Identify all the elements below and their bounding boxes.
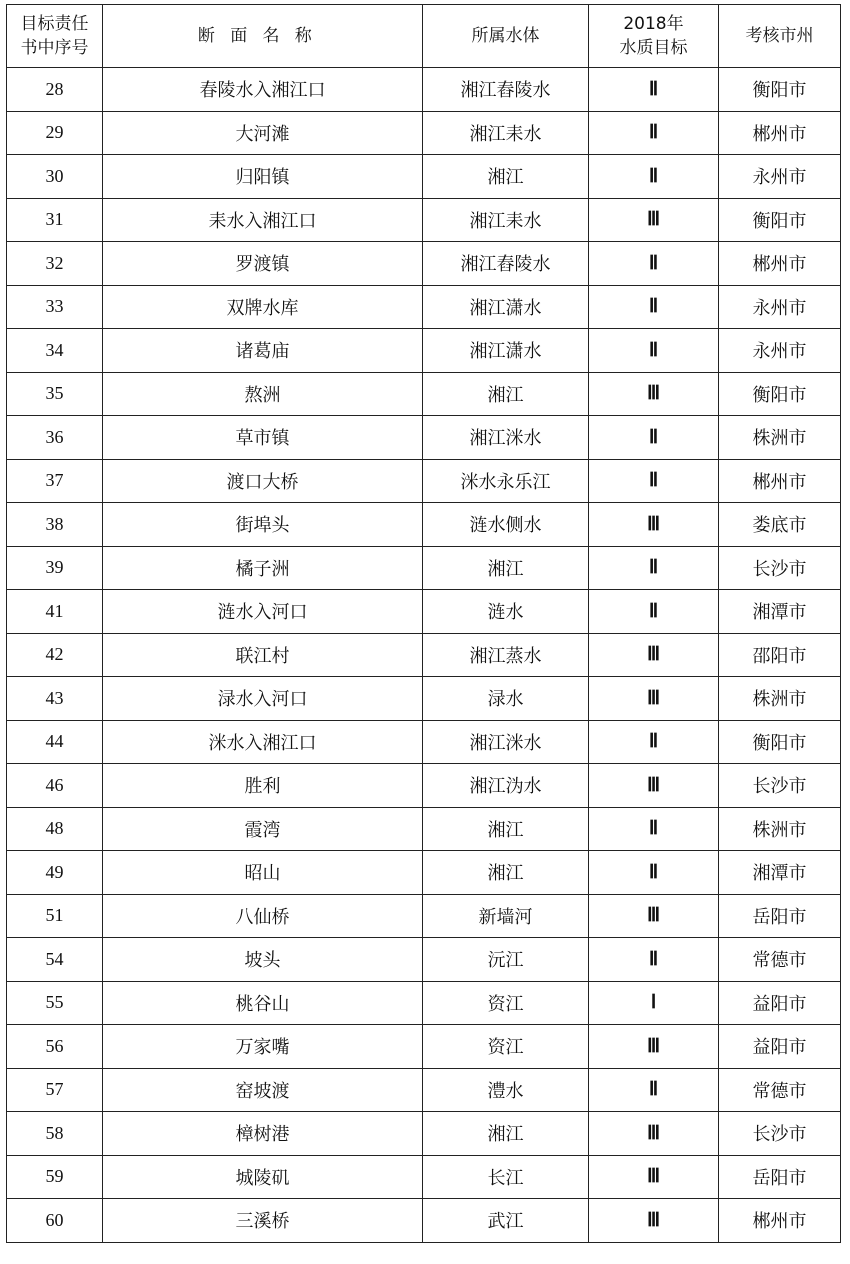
section-name-cell: 渌水入河口 [103, 677, 423, 721]
section-name-cell: 城陵矶 [103, 1155, 423, 1199]
serial-cell: 28 [7, 68, 103, 112]
water-body-cell: 湘江潇水 [423, 285, 589, 329]
serial-cell: 51 [7, 894, 103, 938]
section-name-cell: 联江村 [103, 633, 423, 677]
table-row [7, 981, 841, 1025]
city-cell: 郴州市 [719, 111, 841, 155]
target-grade-cell: Ⅲ [589, 1112, 719, 1156]
target-grade-cell: Ⅲ [589, 1025, 719, 1069]
city-cell: 郴州市 [719, 242, 841, 286]
serial-cell: 44 [7, 720, 103, 764]
target-grade-cell: Ⅱ [589, 329, 719, 373]
city-cell: 湘潭市 [719, 851, 841, 895]
water-body-cell: 湘江舂陵水 [423, 242, 589, 286]
serial-cell: 34 [7, 329, 103, 373]
city-cell: 永州市 [719, 155, 841, 199]
table-row [7, 1199, 841, 1243]
target-grade-cell: Ⅱ [589, 590, 719, 634]
target-grade-cell: Ⅱ [589, 111, 719, 155]
target-grade-cell: Ⅲ [589, 677, 719, 721]
col-header-target-grade: 2018年 水质目标 [589, 5, 719, 68]
section-name-cell: 洣水入湘江口 [103, 720, 423, 764]
table-row [7, 372, 841, 416]
city-cell: 岳阳市 [719, 1155, 841, 1199]
city-cell: 株洲市 [719, 416, 841, 460]
table-row [7, 633, 841, 677]
serial-cell: 39 [7, 546, 103, 590]
section-name-cell: 涟水入河口 [103, 590, 423, 634]
city-cell: 郴州市 [719, 459, 841, 503]
table-body [7, 68, 841, 1243]
water-body-cell: 湘江沩水 [423, 764, 589, 808]
section-name-cell: 昭山 [103, 851, 423, 895]
city-cell: 常德市 [719, 1068, 841, 1112]
table-row [7, 459, 841, 503]
water-body-cell: 涟水侧水 [423, 503, 589, 547]
serial-cell: 37 [7, 459, 103, 503]
col-header-section-name: 断面名称 [103, 5, 423, 68]
city-cell: 永州市 [719, 329, 841, 373]
section-name-cell: 渡口大桥 [103, 459, 423, 503]
city-cell: 益阳市 [719, 981, 841, 1025]
table-row [7, 938, 841, 982]
header-row [7, 5, 841, 68]
table-row [7, 590, 841, 634]
section-name-cell: 耒水入湘江口 [103, 198, 423, 242]
target-grade-cell: Ⅱ [589, 155, 719, 199]
water-body-cell: 长江 [423, 1155, 589, 1199]
water-body-cell: 新墙河 [423, 894, 589, 938]
table-row [7, 851, 841, 895]
target-grade-cell: Ⅱ [589, 546, 719, 590]
target-grade-cell: Ⅱ [589, 1068, 719, 1112]
target-grade-cell: Ⅱ [589, 851, 719, 895]
section-name-cell: 三溪桥 [103, 1199, 423, 1243]
target-grade-cell: Ⅱ [589, 416, 719, 460]
table-header [7, 5, 841, 68]
water-body-cell: 湘江 [423, 546, 589, 590]
table-row [7, 1155, 841, 1199]
table-row [7, 1112, 841, 1156]
serial-cell: 46 [7, 764, 103, 808]
table-row [7, 807, 841, 851]
serial-cell: 38 [7, 503, 103, 547]
target-grade-cell: Ⅱ [589, 285, 719, 329]
table-row [7, 111, 841, 155]
serial-cell: 54 [7, 938, 103, 982]
table-row [7, 198, 841, 242]
table-row [7, 285, 841, 329]
water-body-cell: 澧水 [423, 1068, 589, 1112]
city-cell: 常德市 [719, 938, 841, 982]
water-body-cell: 武江 [423, 1199, 589, 1243]
water-body-cell: 湘江洣水 [423, 720, 589, 764]
section-name-cell: 诸葛庙 [103, 329, 423, 373]
serial-cell: 31 [7, 198, 103, 242]
water-body-cell: 渌水 [423, 677, 589, 721]
target-grade-cell: Ⅰ [589, 981, 719, 1025]
city-cell: 永州市 [719, 285, 841, 329]
water-body-cell: 湘江 [423, 155, 589, 199]
section-name-cell: 八仙桥 [103, 894, 423, 938]
col-header-city: 考核市州 [719, 5, 841, 68]
water-body-cell: 沅江 [423, 938, 589, 982]
section-name-cell: 樟树港 [103, 1112, 423, 1156]
section-name-cell: 坡头 [103, 938, 423, 982]
section-name-cell: 罗渡镇 [103, 242, 423, 286]
water-body-cell: 资江 [423, 981, 589, 1025]
section-name-cell: 春陵水入湘江口 [103, 68, 423, 112]
target-grade-cell: Ⅱ [589, 242, 719, 286]
city-cell: 衡阳市 [719, 198, 841, 242]
water-body-cell: 湘江蒸水 [423, 633, 589, 677]
target-grade-cell: Ⅲ [589, 1199, 719, 1243]
serial-cell: 41 [7, 590, 103, 634]
section-name-cell: 熬洲 [103, 372, 423, 416]
target-grade-cell: Ⅲ [589, 633, 719, 677]
city-cell: 长沙市 [719, 764, 841, 808]
water-body-cell: 湘江 [423, 372, 589, 416]
col-header-serial: 目标责任 书中序号 [7, 5, 103, 68]
table-row [7, 720, 841, 764]
table-row [7, 242, 841, 286]
target-grade-cell: Ⅱ [589, 807, 719, 851]
section-name-cell: 霞湾 [103, 807, 423, 851]
water-body-cell: 湘江耒水 [423, 198, 589, 242]
section-name-cell: 胜利 [103, 764, 423, 808]
target-grade-cell: Ⅱ [589, 68, 719, 112]
water-body-cell: 湘江洣水 [423, 416, 589, 460]
city-cell: 衡阳市 [719, 372, 841, 416]
table-row [7, 546, 841, 590]
target-grade-cell: Ⅱ [589, 459, 719, 503]
section-name-cell: 大河滩 [103, 111, 423, 155]
city-cell: 邵阳市 [719, 633, 841, 677]
serial-cell: 29 [7, 111, 103, 155]
table-row [7, 68, 841, 112]
serial-cell: 60 [7, 1199, 103, 1243]
water-body-cell: 湘江 [423, 851, 589, 895]
table-row [7, 329, 841, 373]
table-row [7, 155, 841, 199]
section-name-cell: 窑坡渡 [103, 1068, 423, 1112]
table-row [7, 1068, 841, 1112]
city-cell: 衡阳市 [719, 720, 841, 764]
city-cell: 株洲市 [719, 807, 841, 851]
target-grade-cell: Ⅲ [589, 503, 719, 547]
water-body-cell: 洣水永乐江 [423, 459, 589, 503]
city-cell: 长沙市 [719, 546, 841, 590]
city-cell: 郴州市 [719, 1199, 841, 1243]
target-grade-cell: Ⅲ [589, 198, 719, 242]
serial-cell: 48 [7, 807, 103, 851]
target-grade-cell: Ⅲ [589, 372, 719, 416]
table-row [7, 1025, 841, 1069]
water-body-cell: 资江 [423, 1025, 589, 1069]
target-grade-cell: Ⅲ [589, 1155, 719, 1199]
section-name-cell: 桃谷山 [103, 981, 423, 1025]
city-cell: 益阳市 [719, 1025, 841, 1069]
target-grade-cell: Ⅱ [589, 938, 719, 982]
table-row [7, 764, 841, 808]
table-row [7, 503, 841, 547]
serial-cell: 56 [7, 1025, 103, 1069]
serial-cell: 55 [7, 981, 103, 1025]
target-grade-cell: Ⅲ [589, 764, 719, 808]
section-name-cell: 草市镇 [103, 416, 423, 460]
serial-cell: 36 [7, 416, 103, 460]
serial-cell: 35 [7, 372, 103, 416]
water-body-cell: 湘江耒水 [423, 111, 589, 155]
serial-cell: 42 [7, 633, 103, 677]
serial-cell: 59 [7, 1155, 103, 1199]
water-quality-table [6, 4, 841, 1243]
col-header-water-body: 所属水体 [423, 5, 589, 68]
city-cell: 娄底市 [719, 503, 841, 547]
city-cell: 岳阳市 [719, 894, 841, 938]
city-cell: 长沙市 [719, 1112, 841, 1156]
section-name-cell: 街埠头 [103, 503, 423, 547]
water-body-cell: 湘江舂陵水 [423, 68, 589, 112]
table-row [7, 894, 841, 938]
section-name-cell: 万家嘴 [103, 1025, 423, 1069]
serial-cell: 33 [7, 285, 103, 329]
serial-cell: 43 [7, 677, 103, 721]
city-cell: 衡阳市 [719, 68, 841, 112]
city-cell: 湘潭市 [719, 590, 841, 634]
water-body-cell: 湘江潇水 [423, 329, 589, 373]
water-body-cell: 湘江 [423, 807, 589, 851]
water-body-cell: 湘江 [423, 1112, 589, 1156]
table-row [7, 677, 841, 721]
serial-cell: 49 [7, 851, 103, 895]
serial-cell: 58 [7, 1112, 103, 1156]
section-name-cell: 橘子洲 [103, 546, 423, 590]
water-body-cell: 涟水 [423, 590, 589, 634]
serial-cell: 32 [7, 242, 103, 286]
section-name-cell: 归阳镇 [103, 155, 423, 199]
target-grade-cell: Ⅲ [589, 894, 719, 938]
city-cell: 株洲市 [719, 677, 841, 721]
table-row [7, 416, 841, 460]
target-grade-cell: Ⅱ [589, 720, 719, 764]
serial-cell: 57 [7, 1068, 103, 1112]
serial-cell: 30 [7, 155, 103, 199]
section-name-cell: 双牌水库 [103, 285, 423, 329]
